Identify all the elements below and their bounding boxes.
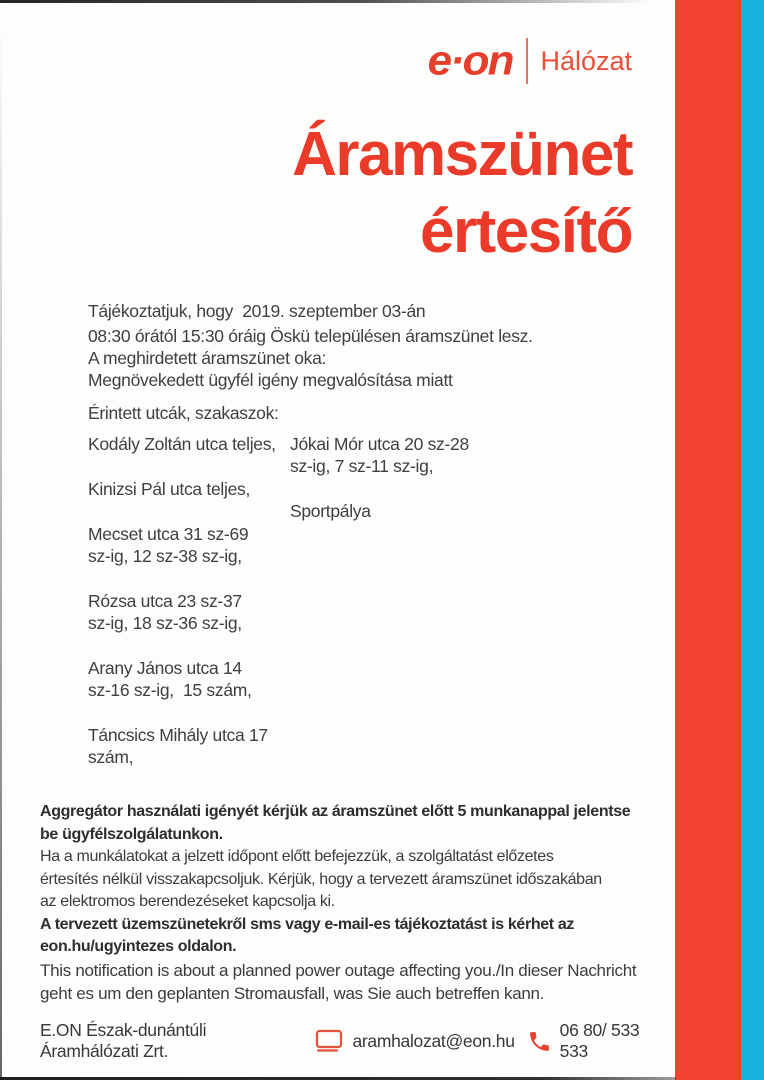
contact-email: aramhalozat@eon.hu bbox=[352, 1030, 515, 1051]
page-title-line1: Áramszünet bbox=[292, 120, 632, 189]
street-item: Táncsics Mihály utca 17 szám, bbox=[88, 725, 268, 767]
footer-contact-bar bbox=[40, 1020, 660, 1062]
intro-reason-label: A meghirdetett áramszünet oka: bbox=[88, 348, 327, 368]
street-item: Sportpálya bbox=[290, 501, 371, 521]
mail-icon bbox=[314, 1028, 344, 1054]
eon-logo bbox=[0, 38, 632, 84]
notice-block bbox=[40, 801, 680, 959]
brand-stripe-cyan bbox=[741, 0, 764, 1080]
street-item: Mecset utca 31 sz-69 sz-ig, 12 sz-38 sz-ig, bbox=[88, 524, 249, 566]
scan-edge-top bbox=[0, 0, 658, 3]
intro-time-line: 08:30 órától 15:30 óráig Öskü településen áramszünet lesz. bbox=[88, 326, 533, 346]
intro-paragraph bbox=[88, 300, 628, 391]
streets-column-left bbox=[88, 433, 288, 791]
notice-reconnect-text: Ha a munkálatokat a jelzett időpont előtt befejezzük, a szolgáltatást előzetes értesítés nélkül visszakapcsoljuk. Kérjük, hogy a tervezett áramszünet időszakában az elektromos berendezéseket kapcsolja ki. bbox=[40, 848, 602, 910]
brand-stripe-red bbox=[675, 0, 741, 1080]
street-item: Kinizsi Pál utca teljes, bbox=[88, 479, 251, 499]
street-item: Jókai Mór utca 20 sz-28 sz-ig, 7 sz-11 sz-ig, bbox=[290, 434, 469, 476]
intro-date-line: Tájékoztatjuk, hogy 2019. szeptember 03-án bbox=[88, 301, 426, 321]
page-title bbox=[0, 116, 632, 270]
streets-column-right bbox=[290, 433, 520, 545]
eon-logo-wordmark: e·on bbox=[427, 37, 513, 84]
multilingual-note: This notification is about a planned power outage affecting you./In dieser Nachricht geht es um den geplanten Stromausfall, was Sie auch betreffen kann. bbox=[40, 961, 637, 1003]
street-item: Arany János utca 14 sz-16 sz-ig, 15 szám, bbox=[88, 658, 252, 700]
company-name: E.ON Észak-dunántúli Áramhálózati Zrt. bbox=[40, 1020, 207, 1061]
logo-division-label: Hálózat bbox=[540, 45, 632, 76]
phone-icon bbox=[527, 1029, 552, 1054]
page-title-line2: értesítő bbox=[420, 197, 632, 266]
intro-reason-text: Megnövekedett ügyfél igény megvalósítása miatt bbox=[88, 370, 453, 390]
street-item: Rózsa utca 23 sz-37 sz-ig, 18 sz-36 sz-ig, bbox=[88, 591, 242, 633]
notice-sms-email-bold: A tervezett üzemszünetekről sms vagy e-mail-es tájékoztatást is kérhet az eon.hu/ugyintezes oldalon. bbox=[40, 915, 575, 955]
affected-streets-heading: Érintett utcák, szakaszok: bbox=[88, 403, 279, 423]
street-item: Kodály Zoltán utca teljes, bbox=[88, 434, 276, 454]
contact-phone: 06 80/ 533 533 bbox=[559, 1020, 640, 1061]
notice-aggregator-bold: Aggregátor használati igényét kérjük az áramszünet előtt 5 munkanappal jelentse be ügyfélszolgálatunkon. bbox=[40, 803, 631, 843]
